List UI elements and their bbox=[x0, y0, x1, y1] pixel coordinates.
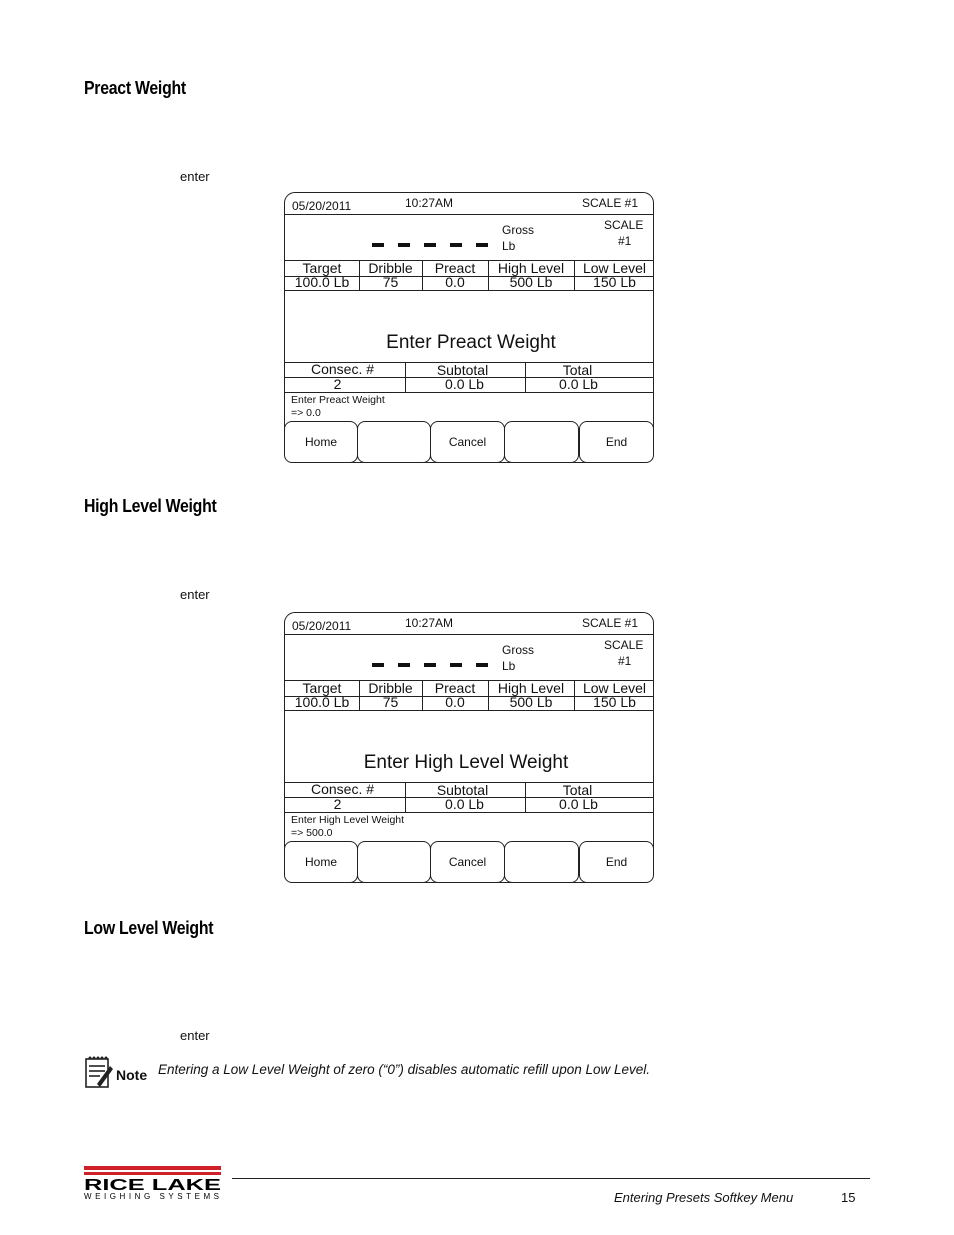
prompt-title: Enter Preact Weight bbox=[386, 332, 556, 353]
section-heading-preact-weight: Preact Weight bbox=[84, 78, 186, 98]
indicator-screen-preact bbox=[284, 192, 654, 463]
rice-lake-logo bbox=[84, 1166, 224, 1207]
value-consec: 2 bbox=[333, 376, 342, 392]
softkey-blank-2[interactable] bbox=[504, 421, 579, 463]
header-preact: Preact bbox=[434, 260, 476, 276]
softkey-blank-1[interactable] bbox=[357, 421, 431, 463]
entry-value-line: => 500.0 bbox=[291, 827, 333, 839]
value-target: 100.0 Lb bbox=[294, 694, 350, 710]
enter-key-reference: enter bbox=[180, 1028, 210, 1043]
softkey-end[interactable]: End bbox=[579, 421, 654, 463]
weight-unit-label: Lb bbox=[502, 239, 516, 253]
softkey-bar bbox=[285, 841, 653, 882]
note-callout bbox=[84, 1054, 147, 1095]
prompt-title: Enter High Level Weight bbox=[363, 752, 569, 773]
softkey-home[interactable]: Home bbox=[284, 421, 358, 463]
header-subtotal: Subtotal bbox=[436, 782, 489, 798]
header-consec: Consec. # bbox=[310, 781, 375, 797]
logo-wordmark: RICE LAKE bbox=[84, 1177, 222, 1194]
enter-key-reference: enter bbox=[180, 169, 210, 184]
softkey-cancel[interactable]: Cancel bbox=[430, 841, 505, 883]
weight-display-dashes bbox=[372, 243, 488, 247]
screen-date: 05/20/2011 bbox=[292, 619, 352, 633]
entry-prompt-line: Enter Preact Weight bbox=[291, 394, 385, 406]
screen-scale-id: SCALE #1 bbox=[582, 616, 639, 630]
value-low-level: 150 Lb bbox=[593, 274, 636, 290]
gross-mode-label: Gross bbox=[502, 223, 535, 237]
gross-mode-label: Gross bbox=[502, 643, 535, 657]
value-high-level: 500 Lb bbox=[509, 694, 553, 710]
softkey-bar bbox=[285, 421, 653, 462]
softkey-cancel[interactable]: Cancel bbox=[430, 421, 505, 463]
weight-unit-label: Lb bbox=[502, 659, 516, 673]
header-total: Total bbox=[562, 362, 593, 378]
enter-key-reference: enter bbox=[180, 587, 210, 602]
value-preact: 0.0 bbox=[445, 694, 465, 710]
footer-section-title: Entering Presets Softkey Menu bbox=[614, 1190, 794, 1205]
softkey-blank-1[interactable] bbox=[357, 841, 431, 883]
note-text: Entering a Low Level Weight of zero (“0”) disables automatic refill upon Low Level. bbox=[158, 1062, 651, 1077]
note-pad-icon bbox=[84, 1054, 114, 1095]
screen-time: 10:27AM bbox=[405, 616, 454, 630]
softkey-blank-2[interactable] bbox=[504, 841, 579, 883]
entry-value-line: => 0.0 bbox=[291, 407, 321, 419]
value-total: 0.0 Lb bbox=[559, 376, 598, 392]
section-heading-low-level-weight: Low Level Weight bbox=[84, 918, 214, 938]
header-dribble: Dribble bbox=[368, 260, 413, 276]
value-subtotal: 0.0 Lb bbox=[445, 376, 484, 392]
header-subtotal: Subtotal bbox=[436, 362, 489, 378]
header-dribble: Dribble bbox=[368, 680, 413, 696]
scale-side-number: #1 bbox=[618, 234, 632, 248]
logo-tagline: WEIGHING SYSTEMS bbox=[84, 1192, 219, 1201]
screen-time: 10:27AM bbox=[405, 196, 454, 210]
value-subtotal: 0.0 Lb bbox=[445, 796, 484, 812]
scale-side-label: SCALE bbox=[604, 638, 644, 652]
value-dribble: 75 bbox=[382, 694, 399, 710]
value-total: 0.0 Lb bbox=[559, 796, 598, 812]
header-low-level: Low Level bbox=[582, 260, 647, 276]
value-high-level: 500 Lb bbox=[509, 274, 553, 290]
scale-side-label: SCALE bbox=[604, 218, 644, 232]
softkey-end[interactable]: End bbox=[579, 841, 654, 883]
header-target: Target bbox=[302, 680, 342, 696]
value-consec: 2 bbox=[333, 796, 342, 812]
weight-display-dashes bbox=[372, 663, 488, 667]
header-target: Target bbox=[302, 260, 342, 276]
section-heading-high-level-weight: High Level Weight bbox=[84, 496, 217, 516]
value-preact: 0.0 bbox=[445, 274, 465, 290]
softkey-home[interactable]: Home bbox=[284, 841, 358, 883]
indicator-screen-high-level bbox=[284, 612, 654, 883]
note-label: Note bbox=[116, 1066, 148, 1083]
header-total: Total bbox=[562, 782, 593, 798]
value-dribble: 75 bbox=[382, 274, 399, 290]
header-consec: Consec. # bbox=[310, 361, 375, 377]
header-preact: Preact bbox=[434, 680, 476, 696]
header-high-level: High Level bbox=[497, 260, 565, 276]
header-low-level: Low Level bbox=[582, 680, 647, 696]
scale-side-number: #1 bbox=[618, 654, 632, 668]
screen-scale-id: SCALE #1 bbox=[582, 196, 639, 210]
value-target: 100.0 Lb bbox=[294, 274, 350, 290]
value-low-level: 150 Lb bbox=[593, 694, 636, 710]
header-high-level: High Level bbox=[497, 680, 565, 696]
screen-date: 05/20/2011 bbox=[292, 199, 352, 213]
page-number: 15 bbox=[841, 1190, 856, 1205]
footer-rule bbox=[232, 1178, 870, 1179]
entry-prompt-line: Enter High Level Weight bbox=[291, 814, 405, 826]
